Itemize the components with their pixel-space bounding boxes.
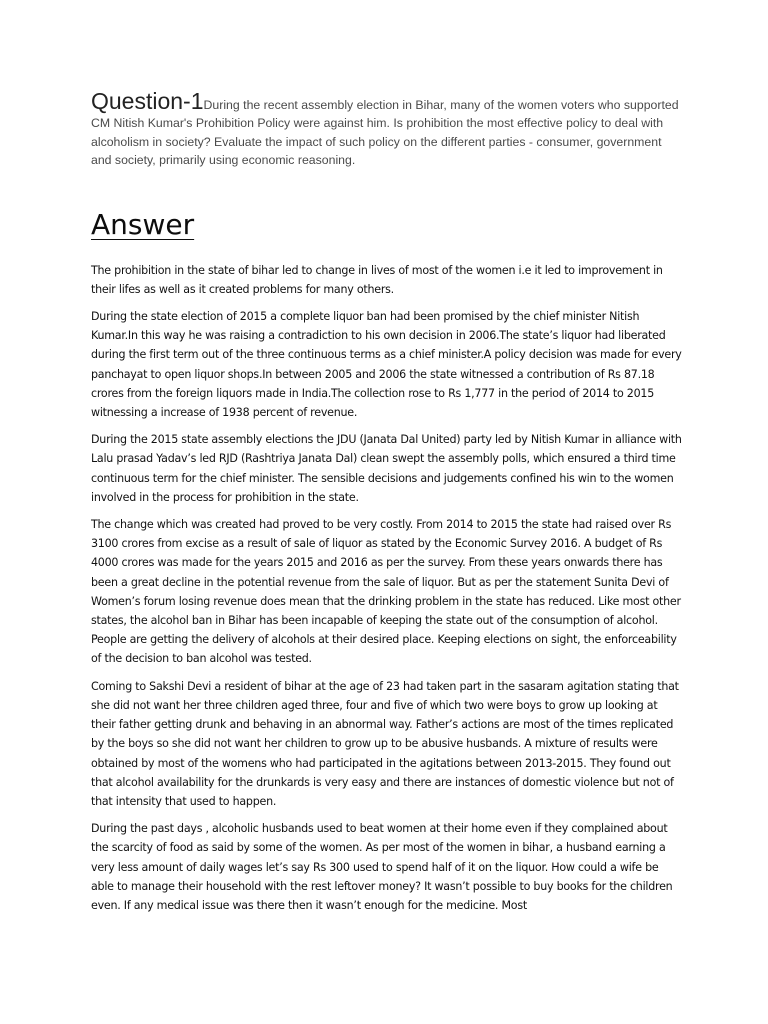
answer-paragraph: During the state election of 2015 a complete liquor ban had been promised by the chief minister Nitish Kumar.In this way he was raising a contradiction to his own decision in 2006.The state’s liquor had liberated during the first term out of the three continuous terms as a chief minister.A policy decision was made for every panchayat to open liquor shops.In between 2005 and 2006 the state witnessed a contribution of Rs 87.18 crores from the foreign liquors made in India.The collection rose to Rs 1,777 in the period of 2014 to 2015 witnessing a increase of 1938 percent of revenue. (91, 310, 682, 420)
question-block (91, 88, 683, 170)
answer-paragraph: Coming to Sakshi Devi a resident of bihar at the age of 23 had taken part in the sasaram agitation stating that she did not want her three children aged three, four and five of which two were boys to grow up looking at their father getting drunk and behaving in an abnormal way. Father’s actions are most of the times replicated by the boys so she did not want her children to grow up to be abusive husbands. A mixture of results were obtained by most of the womens who had participated in the agitations between 2013-2015. They found out that alcohol availability for the drunkards is very easy and there are instances of domestic violence but not of that intensity that used to happen. (91, 679, 679, 808)
answer-paragraph: During the 2015 state assembly elections the JDU (Janata Dal United) party led by Nitish Kumar in alliance with Lalu prasad Yadav’s led RJD (Rashtriya Janata Dal) clean swept the assembly polls, which ensured a third time continuous term for the chief minister. The sensible decisions and judgements confined his win to the women involved in the process for prohibition in the state. (91, 433, 682, 504)
question-label: Question-1 (91, 88, 204, 114)
document-body (91, 88, 683, 923)
answer-paragraph: The change which was created had proved to be very costly. From 2014 to 2015 the state had raised over Rs 3100 crores from excise as a result of sale of liquor as stated by the Economic Survey 2016. A budget of Rs 4000 crores was made for the years 2015 and 2016 as per the survey. From these years onwards there has been a great decline in the potential revenue from the sale of liquor. But as per the statement Sunita Devi of Women’s forum losing revenue does mean that the drinking problem in the state has reduced. Like most other states, the alcohol ban in Bihar has been incapable of keeping the state out of the consumption of alcohol. People are getting the delivery of alcohols at their desired place. Keeping elections on sight, the enforceability of the decision to ban alcohol was tested. (91, 518, 681, 666)
answer-paragraph: During the past days , alcoholic husbands used to beat women at their home even if they complained about the scarcity of food as said by some of the women. As per most of the women in bihar, a husband earning a very less amount of daily wages let’s say Rs 300 used to spend half of it on the liquor. How could a wife be able to manage their household with the rest leftover money? It wasn’t possible to buy books for the children even. If any medical issue was there then it wasn’t enough for the medicine. Most (91, 822, 673, 912)
answer-paragraph: The prohibition in the state of bihar led to change in lives of most of the women i.e it led to improvement in their lifes as well as it created problems for many others. (91, 263, 663, 296)
question-text: During the recent assembly election in Bihar, many of the women voters who supported CM Nitish Kumar's Prohibition Policy were against him. Is prohibition the most effective policy to deal with alcoholism in society? Evaluate the impact of such policy on the different parties - consumer, government and society, primarily using economic reasoning. (91, 98, 679, 168)
answer-heading: Answer (91, 207, 195, 241)
